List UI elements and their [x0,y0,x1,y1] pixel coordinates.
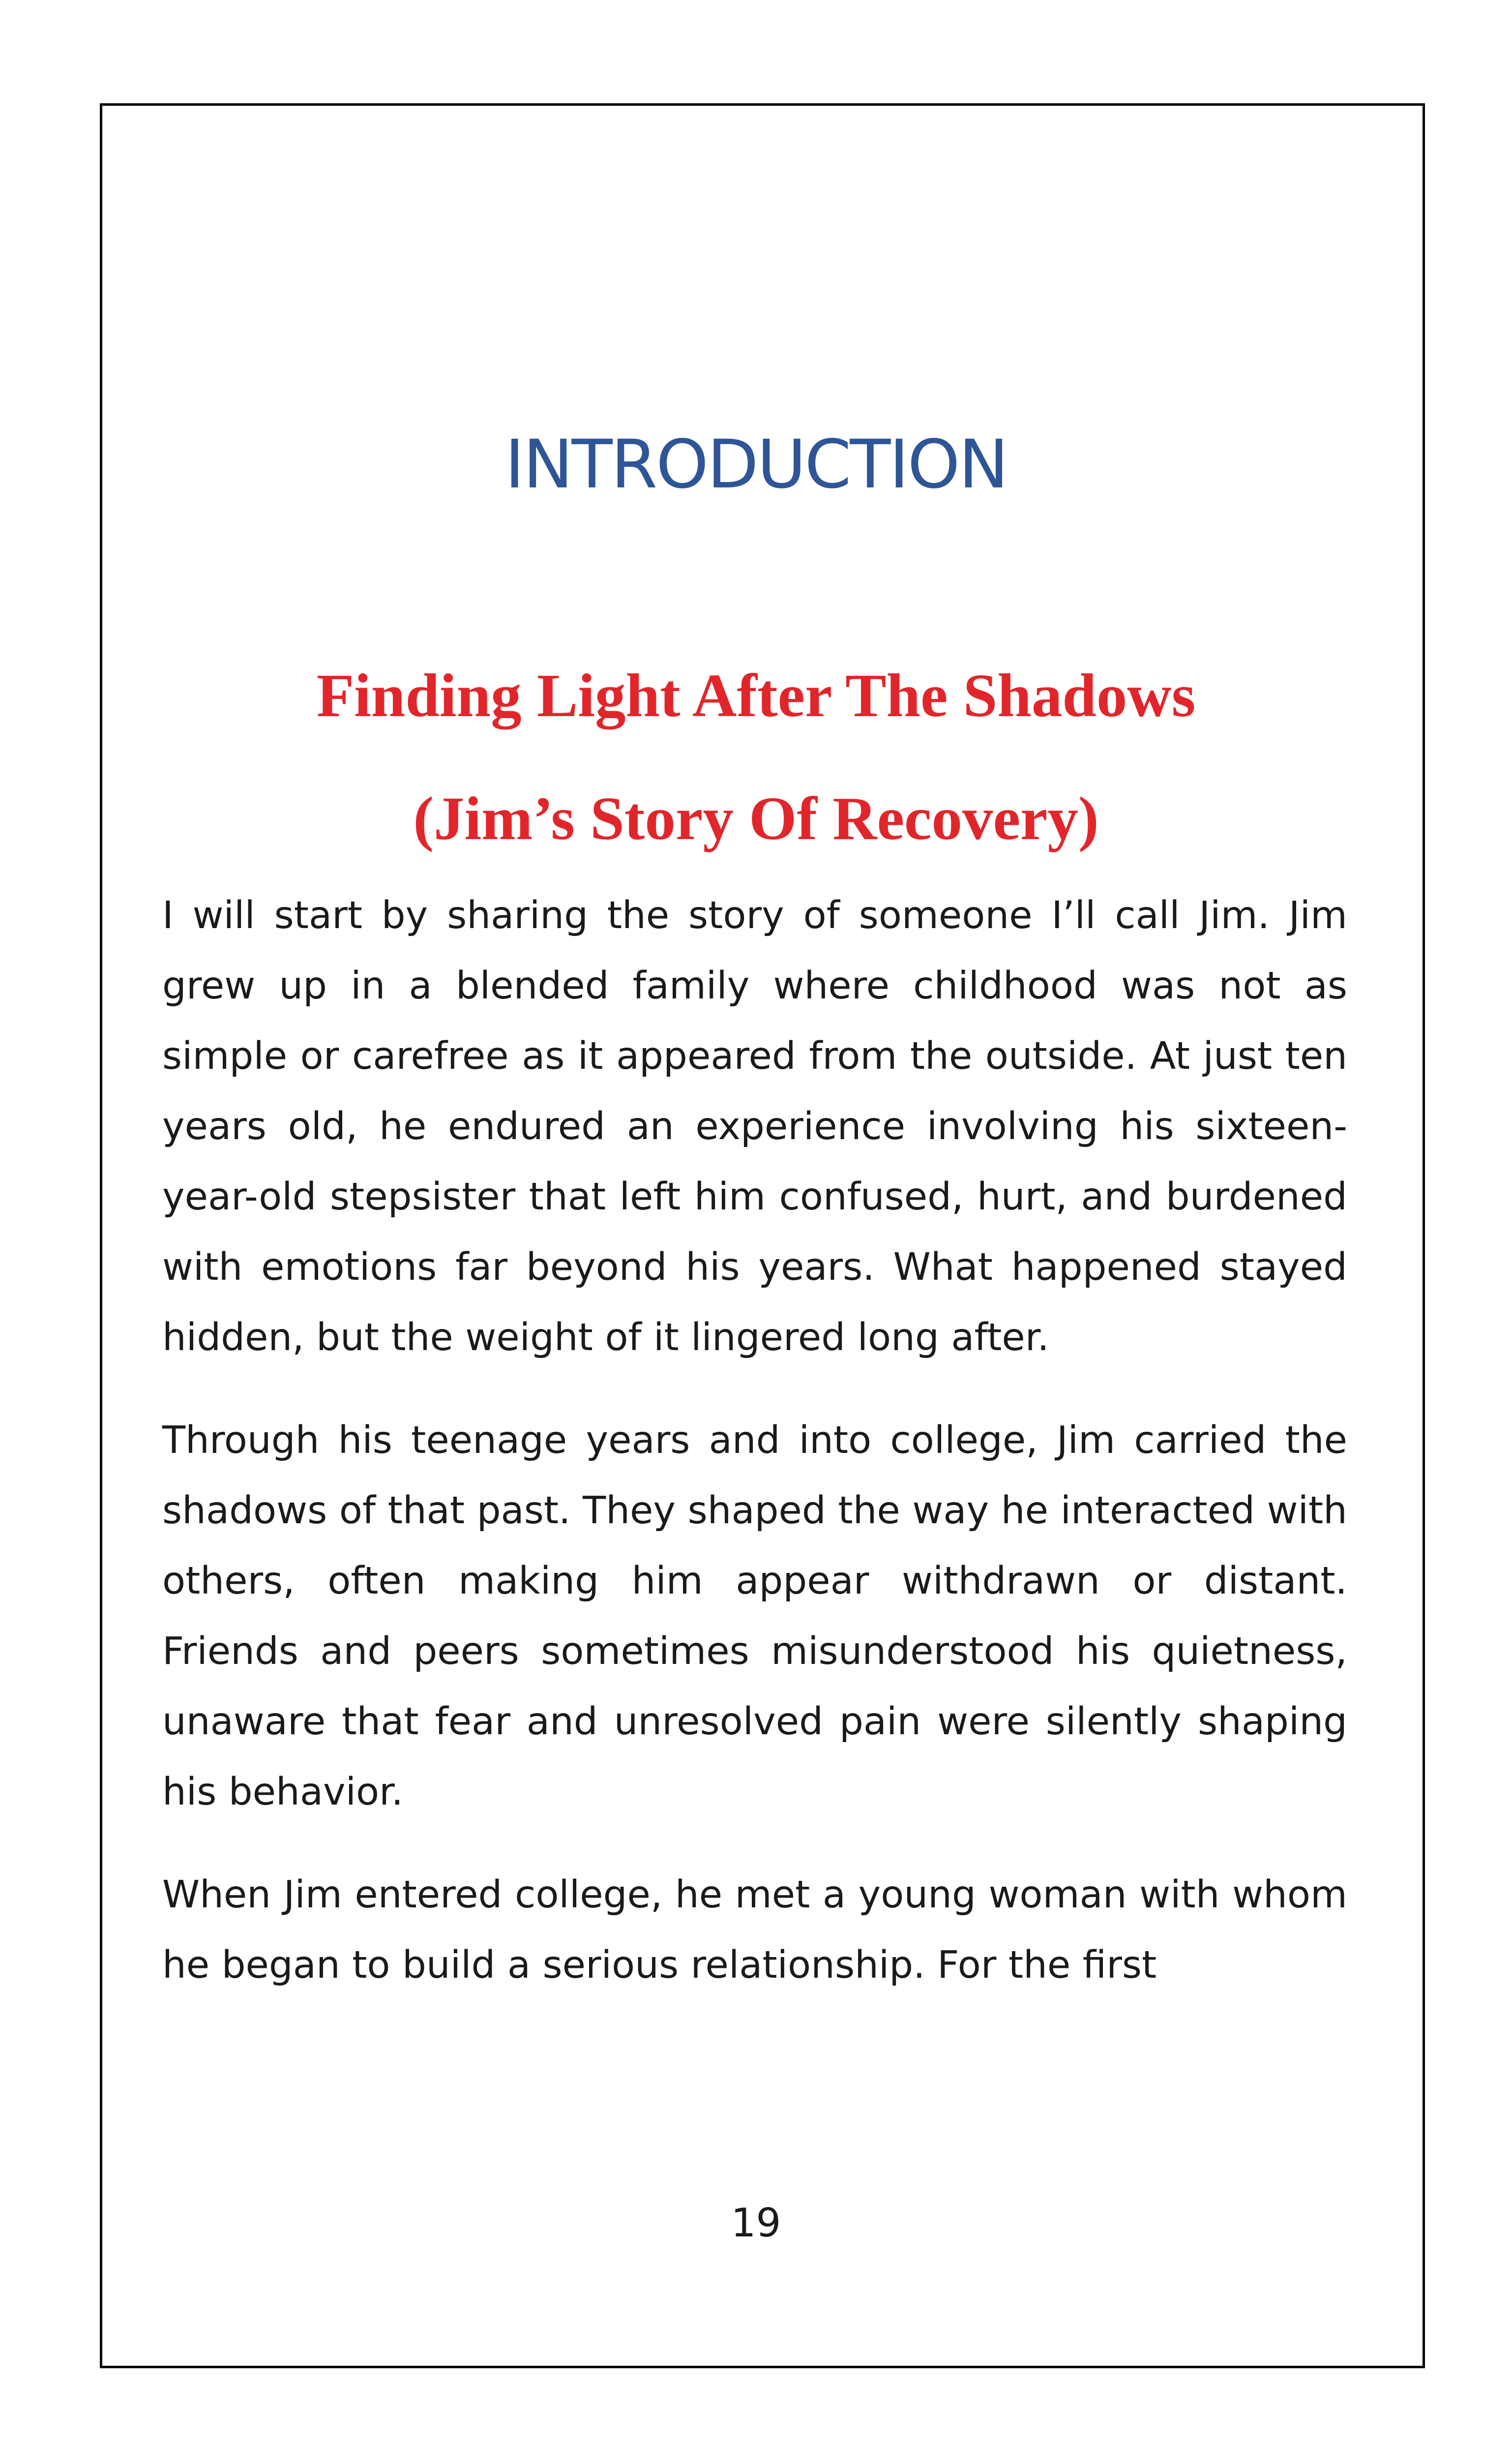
page-number: 19 [731,2200,781,2246]
paragraph: Through his teenage years and into college, Jim carried the shadows of that past. They shaped the way he interacted with others, often making him appear withdrawn or distant. Friends and peers sometimes misunderstood his quietness, unaware that fear and unresolved pain were silently shaping his behavior. [162,1418,1347,1814]
chapter-heading: INTRODUCTION [504,426,1008,504]
section-title-line-1: Finding Light After The Shadows [316,662,1196,730]
section-title-line-2: (Jim’s Story Of Recovery) [413,785,1099,853]
body-text [162,880,1347,2033]
paragraph: When Jim entered college, he met a young woman with whom he began to build a serious relationship. For the first [162,1873,1347,1987]
paragraph: I will start by sharing the story of someone I’ll call Jim. Jim grew up in a blended family where childhood was not as simple or carefree as it appeared from the outside. At just ten years old, he endured an experience involving his sixteen-year-old stepsister that left him confused, hurt, and burdened with emotions far beyond his years. What happened stayed hidden, but the weight of it lingered long after. [162,894,1347,1359]
